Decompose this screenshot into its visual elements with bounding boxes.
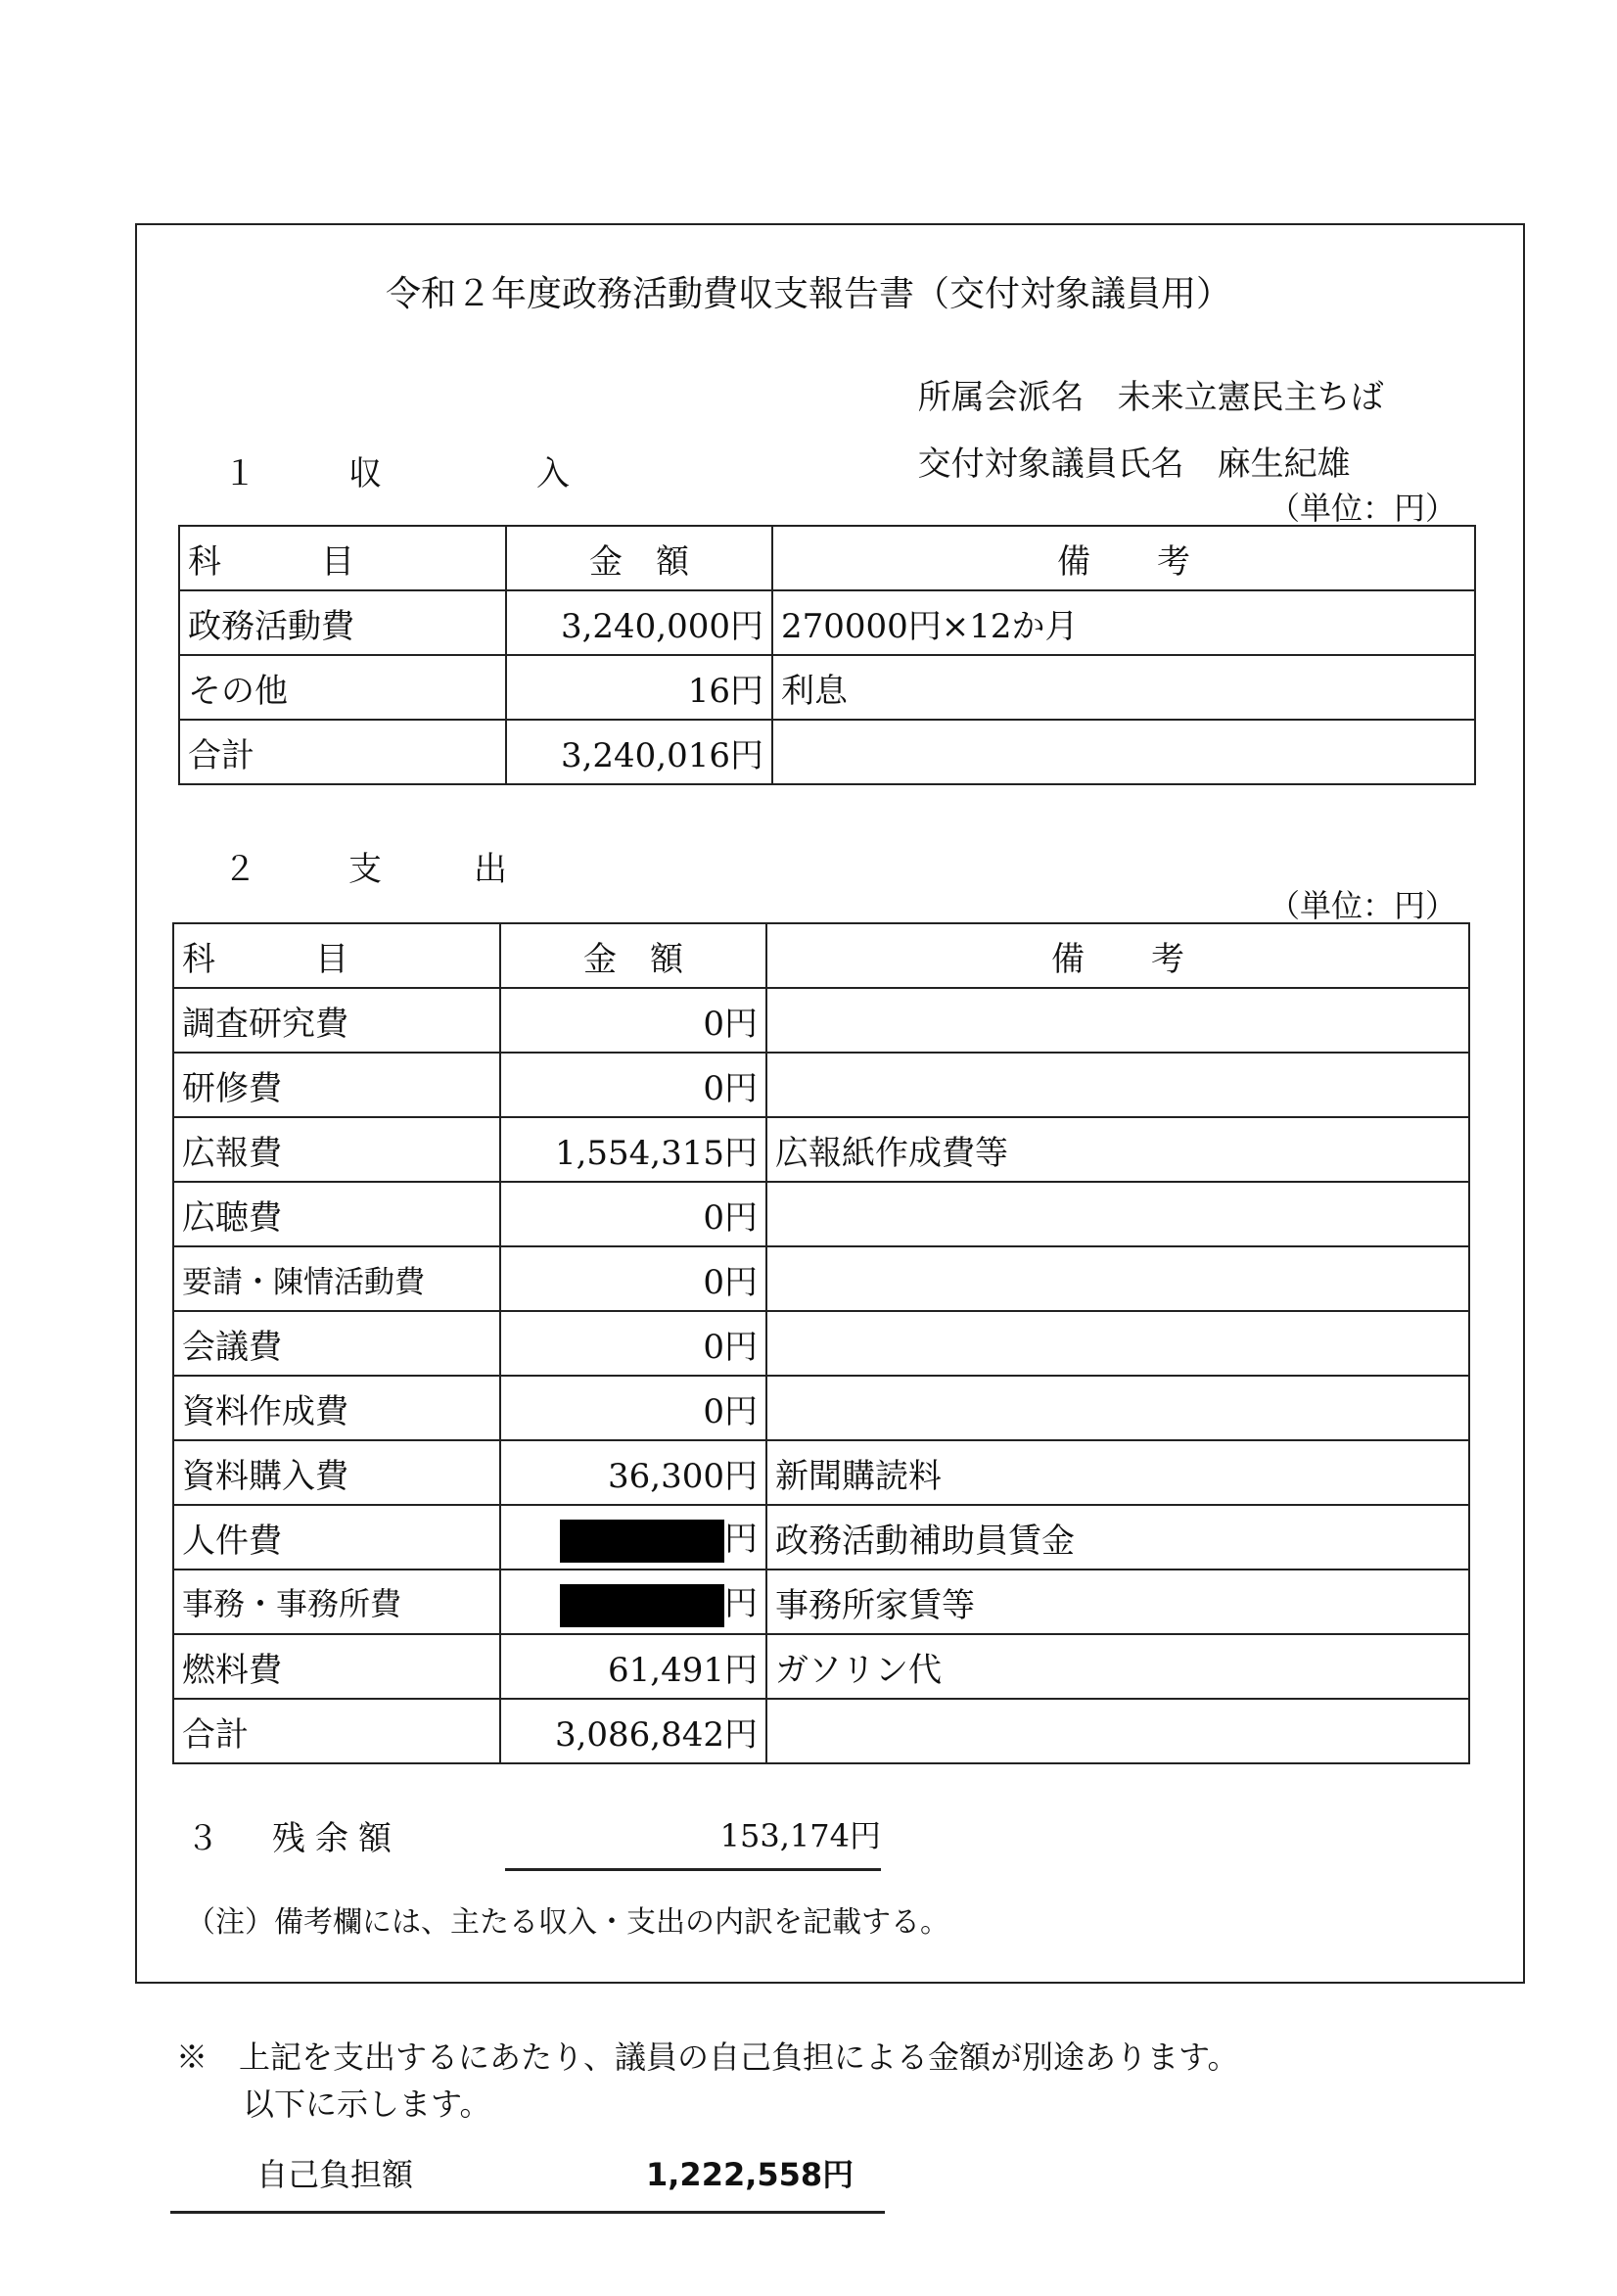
income-unit: （単位：円） bbox=[1268, 490, 1456, 527]
income-table bbox=[178, 525, 1476, 785]
expense-remarks: 事務所家賃等 bbox=[766, 1570, 1469, 1634]
expense-remarks: 新聞購読料 bbox=[766, 1440, 1469, 1505]
table-row bbox=[173, 988, 1469, 1053]
expense-subject: 事務・事務所費 bbox=[173, 1570, 500, 1634]
income-subject: 合計 bbox=[179, 720, 506, 784]
income-amount: 16円 bbox=[506, 655, 772, 720]
expense-amount: 0円 bbox=[500, 1053, 766, 1117]
expense-subject: 広報費 bbox=[173, 1117, 500, 1182]
faction-label: 所属会派名 bbox=[917, 378, 1085, 417]
additional-note-line1: ※ 上記を支出するにあたり、議員の自己負担による金額が別途あります。 bbox=[176, 2038, 1239, 2076]
expense-amount: 0円 bbox=[500, 988, 766, 1053]
header-remarks: 備 考 bbox=[772, 526, 1475, 590]
income-remarks: 利息 bbox=[772, 655, 1475, 720]
income-subject: 政務活動費 bbox=[179, 590, 506, 655]
expense-amount: 61,491円 bbox=[500, 1634, 766, 1699]
table-row bbox=[173, 1440, 1469, 1505]
expense-remarks bbox=[766, 1053, 1469, 1117]
table-row bbox=[173, 1570, 1469, 1634]
table-row bbox=[173, 1634, 1469, 1699]
table-row bbox=[179, 655, 1475, 720]
redaction-box bbox=[560, 1520, 724, 1563]
remainder-value: 153,174円 bbox=[719, 1817, 881, 1854]
expense-subject: 研修費 bbox=[173, 1053, 500, 1117]
header-subject: 科 目 bbox=[173, 923, 500, 988]
table-row bbox=[173, 1505, 1469, 1570]
table-row bbox=[173, 1699, 1469, 1763]
expense-remarks: 広報紙作成費等 bbox=[766, 1117, 1469, 1182]
expense-amount: 1,554,315円 bbox=[500, 1117, 766, 1182]
income-header-row bbox=[179, 526, 1475, 590]
expense-amount-redacted: 円 bbox=[500, 1505, 766, 1570]
expense-amount: 36,300円 bbox=[500, 1440, 766, 1505]
expense-subject: 調査研究費 bbox=[173, 988, 500, 1053]
footnote: （注）備考欄には、主たる収入・支出の内訳を記載する。 bbox=[186, 1905, 949, 1940]
expense-subject: 燃料費 bbox=[173, 1634, 500, 1699]
expense-subject: 会議費 bbox=[173, 1311, 500, 1376]
member-value: 麻生紀雄 bbox=[1217, 445, 1351, 484]
expense-unit: （単位：円） bbox=[1268, 887, 1456, 924]
income-subject: その他 bbox=[179, 655, 506, 720]
table-row bbox=[173, 1311, 1469, 1376]
member-label: 交付対象議員氏名 bbox=[917, 445, 1184, 484]
expense-amount: 0円 bbox=[500, 1376, 766, 1440]
income-amount: 3,240,016円 bbox=[506, 720, 772, 784]
expense-amount: 0円 bbox=[500, 1182, 766, 1246]
member-line bbox=[897, 398, 1351, 485]
expense-remarks bbox=[766, 1246, 1469, 1311]
expense-amount: 0円 bbox=[500, 1311, 766, 1376]
expense-remarks bbox=[766, 988, 1469, 1053]
remainder-underline bbox=[505, 1868, 881, 1871]
remainder-label: ３ 残余額 bbox=[186, 1819, 401, 1858]
own-burden-label: 自己負担額 bbox=[256, 2156, 414, 2193]
table-row bbox=[179, 720, 1475, 784]
own-burden-underline bbox=[170, 2211, 885, 2214]
expense-subject: 資料作成費 bbox=[173, 1376, 500, 1440]
expense-subject: 要請・陳情活動費 bbox=[173, 1246, 500, 1311]
income-amount: 3,240,000円 bbox=[506, 590, 772, 655]
header-subject: 科 目 bbox=[179, 526, 506, 590]
own-burden-value: 1,222,558円 bbox=[646, 2156, 855, 2193]
additional-note-line2: 以下に示します。 bbox=[243, 2085, 491, 2123]
table-row bbox=[173, 1376, 1469, 1440]
income-remarks: 270000円×12か月 bbox=[772, 590, 1475, 655]
expense-amount: 0円 bbox=[500, 1246, 766, 1311]
table-row bbox=[179, 590, 1475, 655]
header-amount: 金 額 bbox=[500, 923, 766, 988]
expense-remarks bbox=[766, 1699, 1469, 1763]
expense-subject: 合計 bbox=[173, 1699, 500, 1763]
expense-remarks: 政務活動補助員賃金 bbox=[766, 1505, 1469, 1570]
expense-table bbox=[172, 922, 1470, 1764]
income-remarks bbox=[772, 720, 1475, 784]
redaction-box bbox=[560, 1584, 724, 1627]
table-row bbox=[173, 1182, 1469, 1246]
expense-amount: 3,086,842円 bbox=[500, 1699, 766, 1763]
expense-amount-redacted: 円 bbox=[500, 1570, 766, 1634]
report-title: 令和２年度政務活動費収支報告書（交付対象議員用） bbox=[385, 274, 1231, 314]
expense-remarks bbox=[766, 1182, 1469, 1246]
expense-subject: 人件費 bbox=[173, 1505, 500, 1570]
expense-subject: 広聴費 bbox=[173, 1182, 500, 1246]
expense-remarks bbox=[766, 1311, 1469, 1376]
expense-remarks bbox=[766, 1376, 1469, 1440]
expense-section-heading: ２ 支 出 bbox=[223, 850, 536, 889]
header-amount: 金 額 bbox=[506, 526, 772, 590]
income-section-heading: １ 収 入 bbox=[223, 454, 599, 493]
expense-remarks: ガソリン代 bbox=[766, 1634, 1469, 1699]
table-row bbox=[173, 1246, 1469, 1311]
header-remarks: 備 考 bbox=[766, 923, 1469, 988]
expense-header-row bbox=[173, 923, 1469, 988]
expense-subject: 資料購入費 bbox=[173, 1440, 500, 1505]
table-row bbox=[173, 1117, 1469, 1182]
table-row bbox=[173, 1053, 1469, 1117]
faction-value: 未来立憲民主ちば bbox=[1117, 378, 1384, 417]
